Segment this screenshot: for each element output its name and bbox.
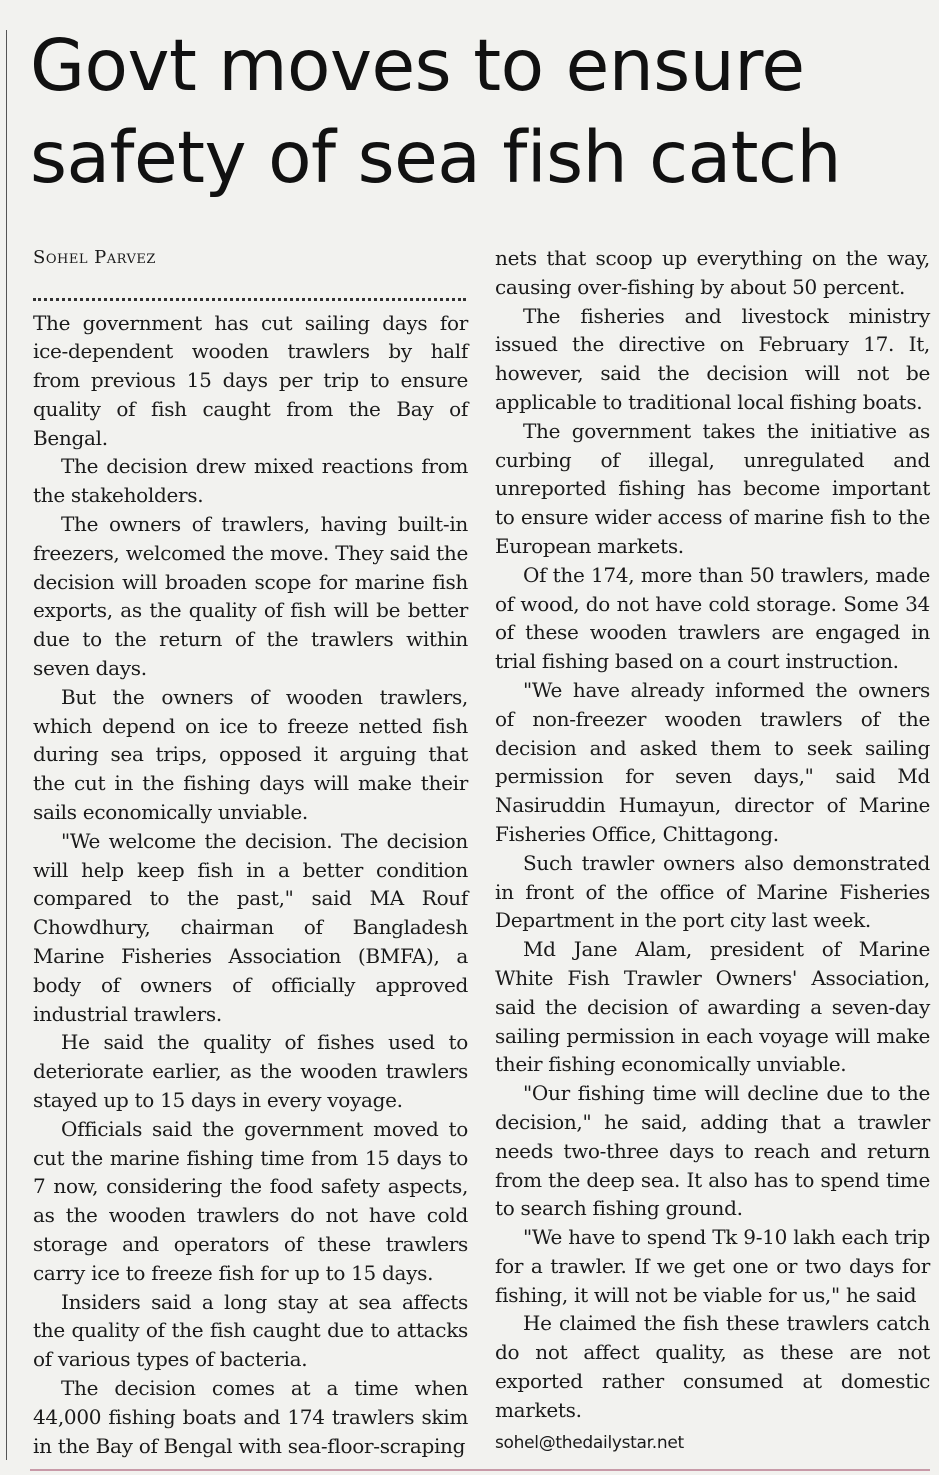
headline-line-2: safety of sea fish catch xyxy=(30,116,842,199)
paragraph-continued: nets that scoop up everything on the way, causing over-fishing by about 50 percent. xyxy=(495,246,930,299)
paragraph: Such trawler owners also demonstrated in front of the office of Marine Fisheries Department in the port city last week. xyxy=(495,850,930,933)
paragraph: The owners of trawlers, having built-in freezers, welcomed the move. They said the decision will broaden scope for marine fish exports, as the quality of fish will be better due to the return of the trawlers within seven days. xyxy=(33,512,468,681)
headline xyxy=(30,20,930,204)
paragraph: The fisheries and livestock ministry issued the directive on February 17. It, however, said the decision will not be applicable to traditional local fishing boats. xyxy=(495,303,930,414)
paragraph: "We welcome the decision. The decision will help keep fish in a better condition compared to the past," said MA Rouf Chowdhury, chairman of Bangladesh Marine Fisheries Association (BMFA), a body of owners of officially approved industrial trawlers. xyxy=(33,828,468,1026)
paragraph: The government has cut sailing days for ice-dependent wooden trawlers by half from previous 15 days per trip to ensure quality of fish caught from the Bay of Bengal. xyxy=(33,310,468,450)
dotted-divider xyxy=(33,274,466,301)
paragraph: "Our fishing time will decline due to the decision," he said, adding that a trawler needs two-three days to reach and return from the deep sea. It also has to spend time to search fishing ground. xyxy=(495,1081,930,1221)
byline: Sohel Parvez xyxy=(33,247,156,268)
article-column-left xyxy=(33,244,468,1460)
paragraph: Officials said the government moved to cut the marine fishing time from 15 days to 7 now, considering the food safety aspects, as the wooden trawlers do not have cold storage and operators of these trawlers carry ice to freeze fish for up to 15 days. xyxy=(33,1116,468,1285)
paragraph: He said the quality of fishes used to deteriorate earlier, as the wooden trawlers stayed up to 15 days in every voyage. xyxy=(33,1030,468,1113)
headline-line-1: Govt moves to ensure xyxy=(30,24,805,107)
paragraph: Insiders said a long stay at sea affects the quality of the fish caught due to attacks of various types of bacteria. xyxy=(33,1289,468,1372)
paragraph: He claimed the fish these trawlers catch do not affect quality, as these are not exported rather consumed at domestic markets. xyxy=(495,1311,930,1422)
paragraph: Md Jane Alam, president of Marine White Fish Trawler Owners' Association, said the decision of awarding a seven-day sailing permission in each voyage will make their fishing economically unviable. xyxy=(495,937,930,1077)
paragraph: "We have to spend Tk 9-10 lakh each trip for a trawler. If we get one or two days for fishing, it will not be viable for us," he said xyxy=(495,1225,930,1307)
paragraph: "We have already informed the owners of non-freezer wooden trawlers of the decision and asked them to seek sailing permission for seven days," said Md Nasiruddin Humayun, director of Marine Fisheries Office, Chittagong. xyxy=(495,677,930,846)
paragraph: The decision drew mixed reactions from the stakeholders. xyxy=(33,454,468,508)
paragraph: Of the 174, more than 50 trawlers, made of wood, do not have cold storage. Some 34 of these wooden trawlers are engaged in trial fishing based on a court instruction. xyxy=(495,562,930,674)
paragraph: But the owners of wooden trawlers, which depend on ice to freeze netted fish during sea trips, opposed it arguing that the cut in the fishing days will make their sails economically unviable. xyxy=(33,684,468,825)
column-rule xyxy=(6,30,7,1460)
bottom-rule xyxy=(30,1469,930,1471)
paragraph: The decision comes at a time when 44,000 fishing boats and 174 trawlers skim in the Bay of Bengal with sea-floor-scraping xyxy=(33,1375,468,1458)
article-column-right xyxy=(495,244,930,1457)
author-email: sohel@thedailystar.net xyxy=(495,1432,684,1453)
paragraph: The government takes the initiative as curbing of illegal, unregulated and unreported fishing has become important to ensure wider access of marine fish to the European markets. xyxy=(495,418,930,558)
